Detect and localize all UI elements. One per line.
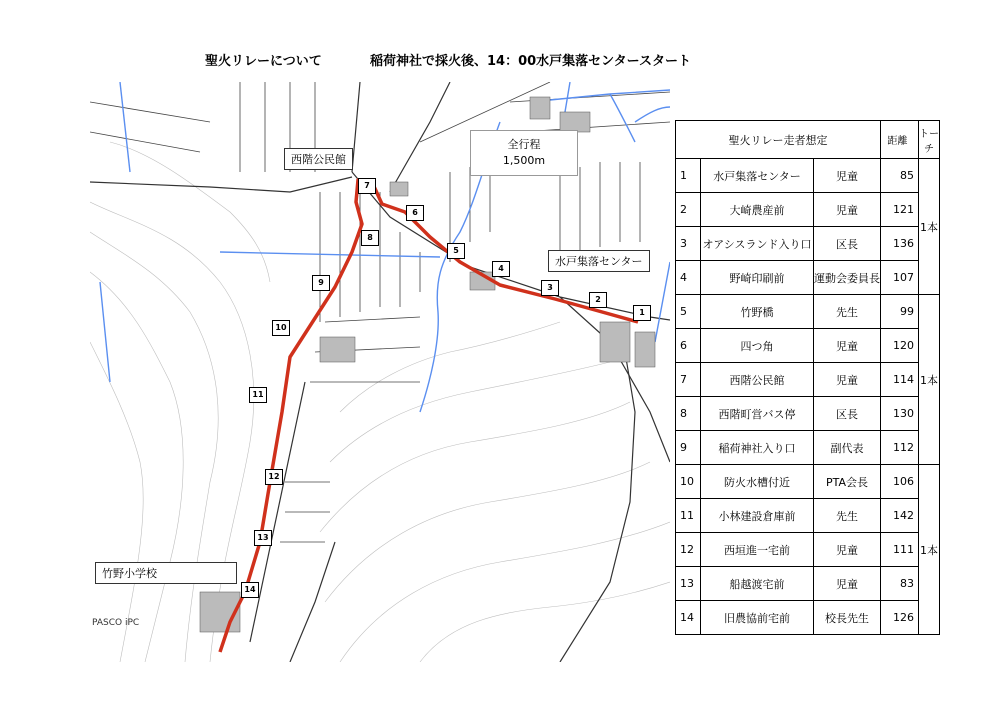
row-location: 旧農協前宅前 (701, 601, 814, 635)
row-location: オアシスランド入り口 (701, 227, 814, 261)
row-number: 4 (676, 261, 701, 295)
row-location: 西階町営バス停 (701, 397, 814, 431)
table-row (676, 601, 940, 635)
page-title: 聖火リレーについて (205, 54, 322, 69)
table-row (676, 261, 940, 295)
table-header-runners: 聖火リレー走者想定 (676, 121, 881, 159)
row-runner-role: PTA会長 (814, 465, 881, 499)
row-number: 7 (676, 363, 701, 397)
row-number: 5 (676, 295, 701, 329)
row-location: 水戸集落センター (701, 159, 814, 193)
row-distance: 106 (881, 465, 919, 499)
row-number: 11 (676, 499, 701, 533)
row-location: 大崎農産前 (701, 193, 814, 227)
route-marker-1: 1 (633, 305, 651, 321)
table-row (676, 193, 940, 227)
row-runner-role: 先生 (814, 499, 881, 533)
row-location: 西垣進一宅前 (701, 533, 814, 567)
table-row (676, 227, 940, 261)
table-row (676, 159, 940, 193)
table-row (676, 499, 940, 533)
row-location: 野崎印刷前 (701, 261, 814, 295)
row-distance: 130 (881, 397, 919, 431)
map-credit: PASCO iPC (92, 618, 140, 628)
row-location: 小林建設倉庫前 (701, 499, 814, 533)
row-number: 14 (676, 601, 701, 635)
table-row (676, 363, 940, 397)
torch-count: 1本 (919, 159, 940, 295)
row-location: 竹野橋 (701, 295, 814, 329)
route-marker-14: 14 (241, 582, 259, 598)
table-row (676, 329, 940, 363)
row-distance: 111 (881, 533, 919, 567)
table-row (676, 295, 940, 329)
total-distance-value: 1,500m (502, 154, 546, 167)
route-marker-6: 6 (406, 205, 424, 221)
row-runner-role: 児童 (814, 159, 881, 193)
row-distance: 126 (881, 601, 919, 635)
hall-label: 西階公民館 (284, 148, 353, 170)
row-distance: 107 (881, 261, 919, 295)
row-runner-role: 児童 (814, 363, 881, 397)
row-distance: 83 (881, 567, 919, 601)
total-distance-title: 全行程 (507, 138, 541, 151)
table-row (676, 465, 940, 499)
row-runner-role: 副代表 (814, 431, 881, 465)
row-number: 2 (676, 193, 701, 227)
route-marker-4: 4 (492, 261, 510, 277)
torch-count: 1本 (919, 465, 940, 635)
row-distance: 121 (881, 193, 919, 227)
row-distance: 120 (881, 329, 919, 363)
relay-runner-table (675, 120, 940, 635)
table-header-row (676, 121, 940, 159)
table-row (676, 567, 940, 601)
route-marker-7: 7 (358, 178, 376, 194)
route-marker-10: 10 (272, 320, 290, 336)
row-location: 船越渡宅前 (701, 567, 814, 601)
table-row (676, 431, 940, 465)
row-distance: 99 (881, 295, 919, 329)
row-runner-role: 児童 (814, 567, 881, 601)
row-runner-role: 児童 (814, 193, 881, 227)
row-distance: 142 (881, 499, 919, 533)
row-number: 8 (676, 397, 701, 431)
school-label: 竹野小学校 (95, 562, 237, 584)
total-distance-box (470, 130, 578, 176)
row-number: 13 (676, 567, 701, 601)
torch-count: 1本 (919, 295, 940, 465)
route-marker-13: 13 (254, 530, 272, 546)
row-number: 12 (676, 533, 701, 567)
row-distance: 112 (881, 431, 919, 465)
row-distance: 114 (881, 363, 919, 397)
route-marker-9: 9 (312, 275, 330, 291)
row-runner-role: 児童 (814, 329, 881, 363)
row-location: 西階公民館 (701, 363, 814, 397)
table-header-torch: トーチ (919, 121, 940, 159)
table-row (676, 397, 940, 431)
row-location: 防火水槽付近 (701, 465, 814, 499)
route-marker-8: 8 (361, 230, 379, 246)
row-runner-role: 先生 (814, 295, 881, 329)
route-marker-3: 3 (541, 280, 559, 296)
row-location: 四つ角 (701, 329, 814, 363)
row-number: 9 (676, 431, 701, 465)
row-runner-role: 運動会委員長 (814, 261, 881, 295)
route-marker-5: 5 (447, 243, 465, 259)
row-number: 1 (676, 159, 701, 193)
start-label: 水戸集落センター (548, 250, 650, 272)
row-distance: 136 (881, 227, 919, 261)
row-runner-role: 区長 (814, 397, 881, 431)
row-runner-role: 区長 (814, 227, 881, 261)
row-distance: 85 (881, 159, 919, 193)
route-marker-11: 11 (249, 387, 267, 403)
row-location: 稲荷神社入り口 (701, 431, 814, 465)
row-runner-role: 校長先生 (814, 601, 881, 635)
route-marker-2: 2 (589, 292, 607, 308)
row-number: 6 (676, 329, 701, 363)
row-number: 3 (676, 227, 701, 261)
row-number: 10 (676, 465, 701, 499)
table-header-distance: 距離 (881, 121, 919, 159)
page-subtitle: 稲荷神社で採火後、14：00水戸集落センタースタート (370, 54, 692, 69)
table-row (676, 533, 940, 567)
row-runner-role: 児童 (814, 533, 881, 567)
route-marker-12: 12 (265, 469, 283, 485)
